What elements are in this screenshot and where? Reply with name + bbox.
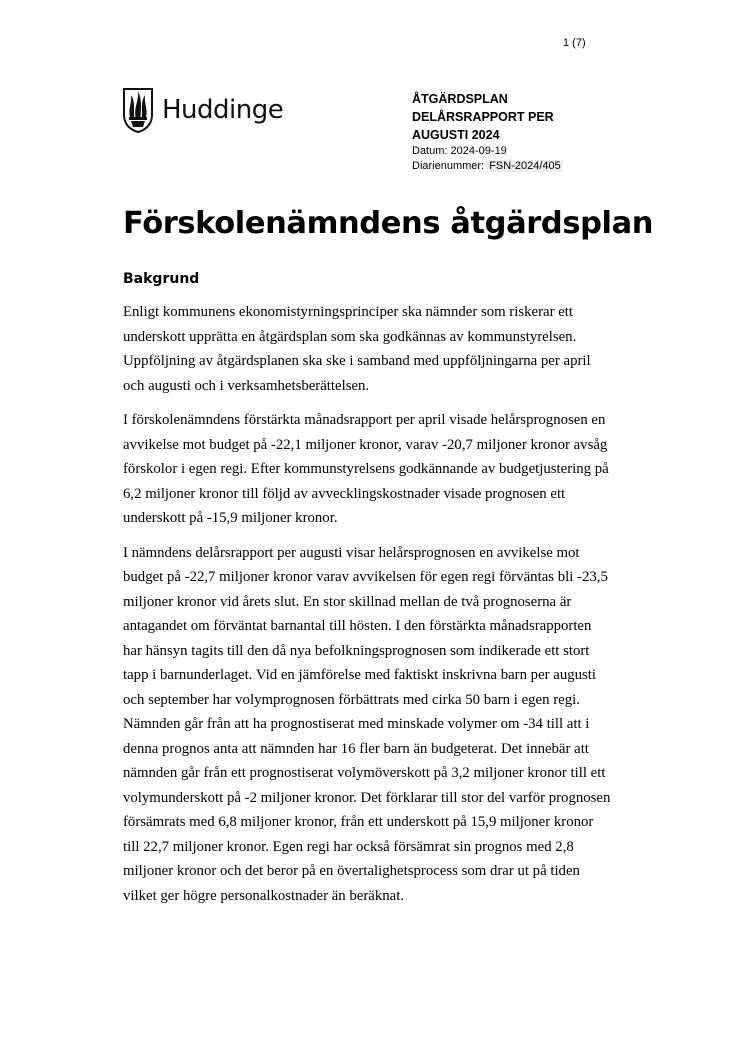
text-line: förskolor i egen regi. Efter kommunstyrelsens godkännande av budgetjustering på xyxy=(123,461,609,477)
page-number: 1 (7) xyxy=(563,37,586,49)
paragraph xyxy=(123,541,623,909)
section-heading: Bakgrund xyxy=(123,271,200,287)
text-line: I förskolenämndens förstärkta månadsrapport per april visade helårsprognosen en xyxy=(123,412,606,428)
text-line: vilket ger högre personalkostnader än beräknat. xyxy=(123,887,405,904)
page-title: Förskolenämndens åtgärdsplan xyxy=(123,206,654,241)
text-line: denna prognos anta att nämnden har 16 fler barn än budgeterat. Det innebär att xyxy=(123,740,589,757)
diarie-line xyxy=(412,159,563,174)
text-line: I nämndens delårsrapport per augusti visar helårsprognosen en avvikelse mot xyxy=(123,544,580,561)
text-line: och september har volymprognosen förbättrats med cirka 50 barn i egen regi. xyxy=(123,691,580,708)
text-line: miljoner kronor vid årets slut. En stor skillnad mellan de två prognoserna är xyxy=(123,593,572,610)
paragraph xyxy=(123,408,623,531)
text-line: Uppföljning av åtgärdsplanen ska ske i samband med uppföljningarna per april xyxy=(123,353,591,369)
text-line: miljoner kronor och det beror på en övertalighetsprocess som drar ut på tiden xyxy=(123,863,580,879)
text-line: budget på -22,7 miljoner kronor varav avvikelsen för egen regi förväntas bli -23,5 xyxy=(123,569,608,585)
text-line: avvikelse mot budget på -22,1 miljoner kronor, varav -20,7 miljoner kronor avsåg xyxy=(123,436,608,453)
text-line: Enligt kommunens ekonomistyrningsprinciper ska nämnder som riskerar ett xyxy=(123,304,573,320)
text-line: försämrats med 6,8 miljoner kronor, från ett underskott på 15,9 miljoner kronor xyxy=(123,814,594,830)
paragraph xyxy=(123,300,623,398)
date-value: 2024-09-19 xyxy=(450,145,507,157)
text-line: volymunderskott på -2 miljoner kronor. Det förklarar till stor del varför prognosen xyxy=(123,789,611,806)
text-line: och augusti och i verksamhetsberättelsen. xyxy=(123,377,370,394)
text-line: tapp i barnunderlaget. Vid en jämförelse med faktiskt inskrivna barn per augusti xyxy=(123,667,597,683)
logo xyxy=(122,87,283,133)
document-type-line: AUGUSTI 2024 xyxy=(412,128,500,142)
text-line: Nämnden går från att ha prognostiserat med minskade volymer om -34 till att i xyxy=(123,716,590,732)
diarie-value: FSN-2024/405 xyxy=(489,160,561,172)
date-label: Datum: xyxy=(412,145,448,157)
diarie-label: Diarienummer: xyxy=(412,160,485,172)
text-line: nämnden går från ett prognostiserat volymöverskott på 3,2 miljoner kronor till ett xyxy=(123,765,606,781)
logo-text: Huddinge xyxy=(162,95,284,125)
text-line: har hänsyn tagits till den då nya befolkningsprognosen som indikerade ett stort xyxy=(123,642,590,659)
document-type-line: DELÅRSRAPPORT PER xyxy=(412,110,554,124)
text-line: underskott upprätta en åtgärdsplan som ska godkännas av kommunstyrelsen. xyxy=(123,328,577,345)
text-line: antagandet om förväntat barnantal till hösten. I den förstärkta månadsrapporten xyxy=(123,618,592,634)
document-meta xyxy=(412,90,563,174)
text-line: underskott på -15,9 miljoner kronor. xyxy=(123,510,338,526)
document-type-line: ÅTGÄRDSPLAN xyxy=(412,92,508,106)
body-text xyxy=(123,300,623,918)
text-line: 6,2 miljoner kronor till följd av avvecklingskostnader visade prognosen ett xyxy=(123,485,566,502)
huddinge-crest-icon xyxy=(122,87,154,133)
text-line: till 22,7 miljoner kronor. Egen regi har också försämrat sin prognos med 2,8 xyxy=(123,838,574,855)
date-line xyxy=(412,144,563,159)
document-type xyxy=(412,90,563,144)
